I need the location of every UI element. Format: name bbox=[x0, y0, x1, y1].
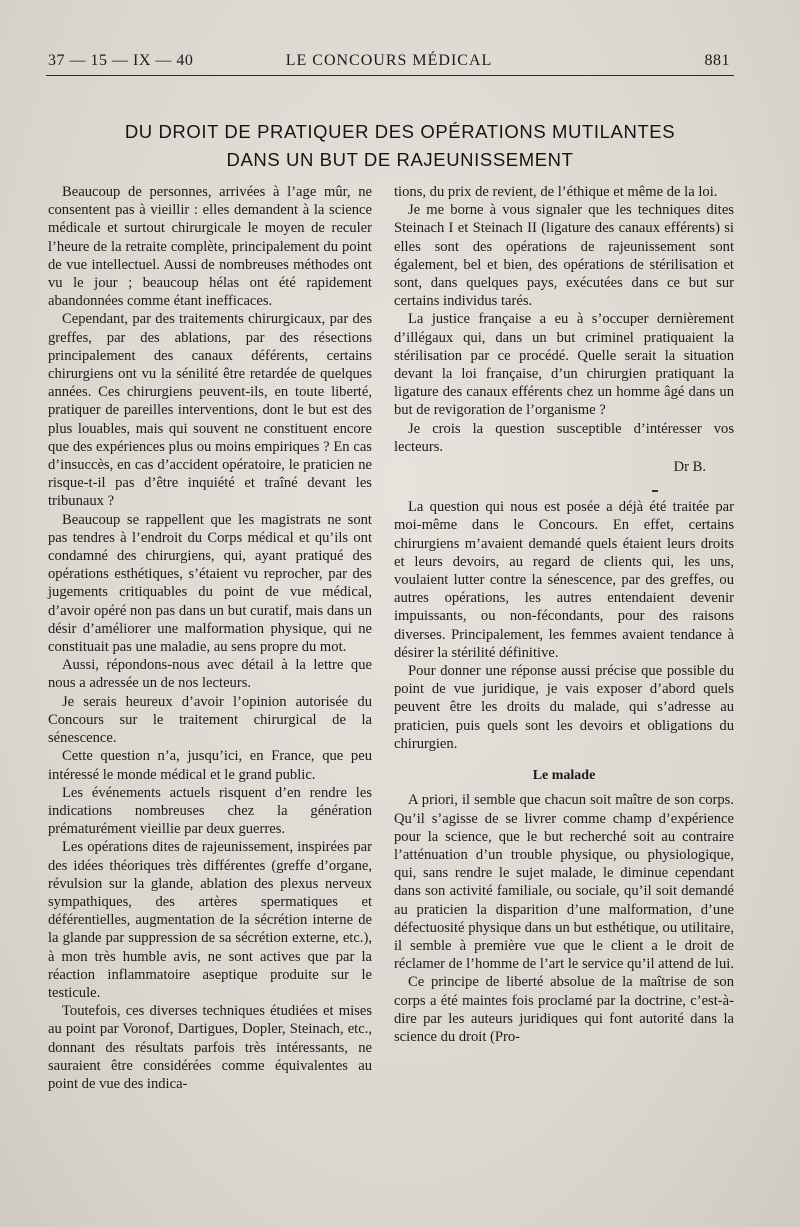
issue-number: 37 — 15 — IX — 40 bbox=[48, 52, 194, 69]
paragraph: Je crois la question susceptible d’intéresser vos lecteurs. bbox=[394, 420, 734, 455]
left-column bbox=[48, 183, 372, 1093]
header-rule bbox=[46, 75, 734, 76]
paragraph: Beaucoup de personnes, arrivées à l’age mûr, ne consentent pas à vieillir : elles demandent à la science médicale et surtout chirurgicale le moyen de reculer l’heure de la retraite complète, principalement du point de vue intellectuel. Aussi de nombreuses méthodes ont vu le jour ; beaucoup hélas ont été rapidement abandonnées comme étant inefficaces. bbox=[48, 184, 372, 310]
paragraph: Pour donner une réponse aussi précise que possible du point de vue juridique, je vais exposer d’abord quels peuvent être les droits du malade, qui s’adresse au praticien, puis quels sont les devoirs et obligations du chirurgien. bbox=[394, 663, 734, 752]
paragraph: Ce principe de liberté absolue de la maîtrise de son corps a été maintes fois proclamé par la doctrine, c’est-à-dire par les auteurs juridiques qui font autorité dans la science du droit (Pro- bbox=[394, 974, 734, 1045]
paragraph: La justice française a eu à s’occuper dernièrement d’illégaux qui, dans un but criminel pratiquaient la stérilisation par ce procédé. Quelle serait la situation devant la loi française, d’un chirurgien pratiquant la ligature des canaux efférents chez un homme âgé dans un but de revigoration de l’organisme ? bbox=[394, 311, 734, 419]
title-line-2: DANS UN BUT DE RAJEUNISSEMENT bbox=[226, 149, 574, 170]
paragraph: Je serais heureux d’avoir l’opinion autorisée du Concours sur le traitement chirurgical de la sénescence. bbox=[48, 693, 372, 747]
article-title bbox=[40, 118, 760, 174]
paragraph: Toutefois, ces diverses techniques étudiées et mises au point par Voronof, Dartigues, Dopler, Steinach, etc., donnant des résultats parfois très intéressants, ne sauraient être considérées comme équivalentes au point de vue des indica- bbox=[48, 1003, 372, 1092]
paragraph: Aussi, répondons-nous avec détail à la lettre que nous a adressée un de nos lecteurs. bbox=[48, 657, 372, 692]
paragraph-continuation: tions, du prix de revient, de l’éthique et même de la loi. bbox=[394, 184, 718, 200]
journal-name: LE CONCOURS MÉDICAL bbox=[285, 52, 493, 69]
right-column bbox=[394, 183, 734, 1046]
separator-mark bbox=[652, 490, 658, 492]
paragraph: Les événements actuels risquent d’en rendre les indications nombreuses chez la génération prématurément vieillie par deux guerres. bbox=[48, 784, 372, 838]
paragraph: A priori, il semble que chacun soit maître de son corps. Qu’il s’agisse de se livrer comme champ d’expérience pour la science, que le but recherché soit au contraire l’atténuation d’un trouble physique, ou physiologique, qui, sans rendre le sujet malade, le diminue cependant dans son activité familiale, ou sociale, qu’il soit demandé au praticien la disparition d’une malformation, d’une défectuosité physique dans un but esthétique, ou utilitaire, il semble à première vue que le client a le droit de réclamer de l’homme de l’art le service qu’il attend de lui. bbox=[394, 792, 734, 973]
paragraph: Je me borne à vous signaler que les techniques dites Steinach I et Steinach II (ligature des canaux efférents) si elles sont des opérations de rajeunissement sont également, bel et bien, des opérations de stérilisation et sont, dans quelques pays, exécutées dans ce but sur certains individus tarés. bbox=[394, 202, 734, 310]
running-head bbox=[48, 52, 730, 76]
page-number: 881 bbox=[704, 52, 730, 69]
title-line-1: DU DROIT DE PRATIQUER DES OPÉRATIONS MUTILANTES bbox=[124, 121, 676, 142]
paragraph: Cependant, par des traitements chirurgicaux, par des greffes, par des ablations, par des résections principalement des canaux déférents, certains chirurgiens ont vu la sénilité être retardée de quelques années. Ces chirurgiens peuvent-ils, en toute liberté, pratiquer de pareilles interventions, dont le but est des plus louables, mais qui souvent ne constituent encore que des expériences plus ou moins empiriques ? En cas d’insuccès, en cas d’accident opératoire, le praticien ne risque-t-il pas d’être inquiété et traîné devant les tribunaux ? bbox=[48, 311, 372, 510]
letter-signature: Dr B. bbox=[673, 459, 706, 476]
paragraph: Les opérations dites de rajeunissement, inspirées par des idées théoriques très différentes (greffe d’organe, révulsion sur la glande, ablation des plexus nerveux sympathiques, des artères spermatiques et déférentielles, augmentation de la sécrétion interne de la glande par suppression de sa sécrétion externe, etc.), à mon très humble avis, ne sont actives que par la réaction inflammatoire aseptique produite sur le testicule. bbox=[48, 839, 372, 1001]
paragraph: La question qui nous est posée a déjà été traitée par moi-même dans le Concours. En effet, certains chirurgiens m’avaient demandé quels étaient leurs droits et leurs devoirs, au regard de clients qui, les uns, voulaient lutter contre la sénescence, par des greffes, ou autres opérations, les autres entendaient devenir impuissants, ou non-fécondants, pour des raisons diverses. Principalement, les femmes avaient tendance à désirer la stérilité définitive. bbox=[394, 499, 734, 661]
paragraph: Cette question n’a, jusqu’ici, en France, que peu intéressé le monde médical et le grand public. bbox=[48, 748, 372, 783]
section-heading: Le malade bbox=[532, 768, 596, 784]
paragraph: Beaucoup se rappellent que les magistrats ne sont pas tendres à l’endroit du Corps médical et qu’ils ont condamné des chirurgiens, qui, ayant pratiqué des opérations esthétiques, s’étaient vu reprocher, par des jugements critiquables du point de vue médical, d’avoir opéré non pas dans un but curatif, mais dans un désir d’améliorer une malformation physique, qui ne constituait pas une maladie, au sens propre du mot. bbox=[48, 511, 372, 656]
